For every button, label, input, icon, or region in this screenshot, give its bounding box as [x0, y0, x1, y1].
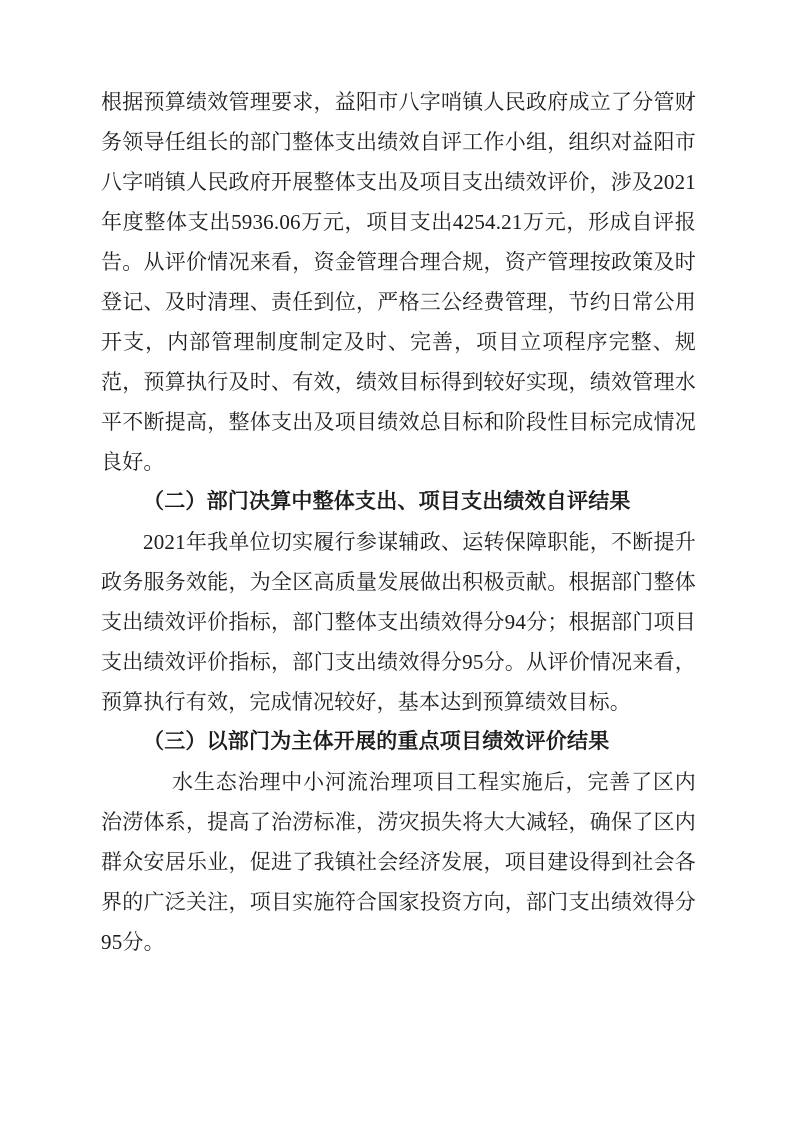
section-heading-3: （三）以部门为主体开展的重点项目绩效评价结果 — [143, 730, 610, 753]
paragraph-self-evaluation-result: 2021年我单位切实履行参谋辅政、运转保障职能，不断提升政务服务效能，为全区高质量发展做出积极贡献。根据部门整体支出绩效评价指标，部门整体支出绩效得分94分；根据部门项目支出绩效评价指标，部门支出绩效得分95分。从评价情况来看，预算执行有效，完成情况较好，基本达到预算绩效目标。 — [101, 530, 696, 714]
paragraph-key-project-evaluation: 水生态治理中小河流治理项目工程实施后，完善了区内治涝体系，提高了治涝标准，涝灾损失将大大减轻，确保了区内群众安居乐业，促进了我镇社会经济发展，项目建设得到社会各界的广泛关注，项目实施符合国家投资方向，部门支出绩效得分95分。 — [101, 770, 696, 954]
paragraph-overview: 根据预算绩效管理要求，益阳市八字哨镇人民政府成立了分管财务领导任组长的部门整体支出绩效自评工作小组，组织对益阳市八字哨镇人民政府开展整体支出及项目支出绩效评价，涉及2021年度整体支出5936.06万元，项目支出4254.21万元，形成自评报告。从评价情况来看，资金管理合理合规，资产管理按政策及时登记、及时清理、责任到位，严格三公经费管理，节约日常公用开支，内部管理制度制定及时、完善，项目立项程序完整、规范，预算执行及时、有效，绩效目标得到较好实现，绩效管理水平不断提高，整体支出及项目绩效总目标和阶段性目标完成情况良好。 — [101, 90, 696, 474]
section-heading-2: （二）部门决算中整体支出、项目支出绩效自评结果 — [143, 490, 631, 513]
